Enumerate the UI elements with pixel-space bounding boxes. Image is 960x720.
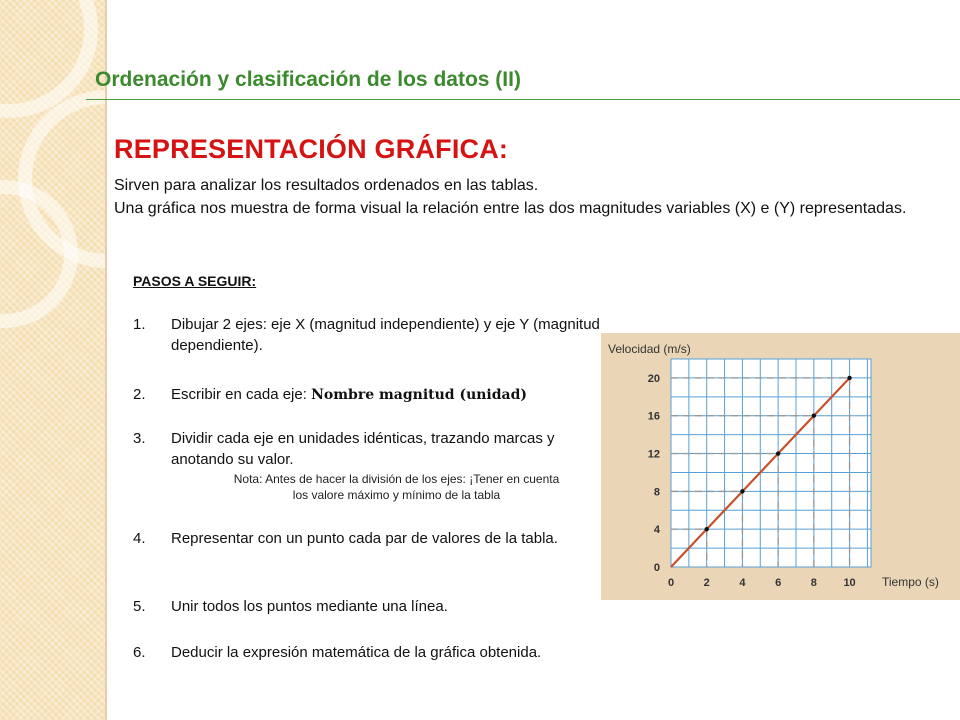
y-tick-label: 8 [653,486,660,499]
note-line-1: Nota: Antes de hacer la división de los ejes: ¡Tener en cuenta [233,472,560,486]
intro-text [114,174,940,220]
data-point [705,527,709,531]
x-tick-label: 6 [775,577,782,589]
step-text [171,384,601,406]
x-axis-label: Tiempo (s) [882,575,939,589]
step-text: Deducir la expresión matemática de la gráfica obtenida. [171,644,542,661]
y-tick-label: 0 [653,562,660,574]
step-text: Dividir cada eje en unidades idénticas, trazando marcas y anotando su valor. [171,430,555,468]
step-number: 6. [133,644,146,661]
x-tick-label: 2 [703,577,710,589]
step-text: Representar con un punto cada par de valores de la tabla. [171,530,558,547]
y-tick-label: 20 [647,372,660,385]
step-number: 4. [133,530,146,547]
intro-line-1: Sirven para analizar los resultados ordenados en las tablas. [114,177,539,194]
chart-svg [601,333,960,600]
x-tick-label: 4 [739,577,746,589]
step-text-prefix: Escribir en cada eje: [171,386,312,403]
step-text: Unir todos los puntos mediante una línea. [171,598,448,615]
x-tick-label: 0 [667,577,675,589]
step-number: 1. [133,316,146,333]
steps-heading: PASOS A SEGUIR: [133,273,257,289]
title-underline [86,99,960,100]
x-tick-label: 8 [810,577,817,589]
data-point [776,451,780,455]
step-text: Dibujar 2 ejes: eje X (magnitud independiente) y eje Y (magnitud dependiente). [171,316,600,354]
step-number: 2. [133,386,146,403]
section-title: REPRESENTACIÓN GRÁFICA: [114,134,509,164]
note-line-2: los valore máximo y mínimo de la tabla [292,488,501,502]
data-point [812,414,816,418]
y-tick-label: 16 [647,410,660,423]
data-point [740,489,744,493]
velocity-time-chart [601,333,960,600]
x-tick-label: 10 [843,577,856,589]
side-divider [105,0,107,720]
y-tick-label: 12 [647,448,660,461]
decorative-side-band [0,0,105,720]
step-number: 3. [133,430,146,447]
y-tick-label: 4 [653,524,660,537]
y-axis-label: Velocidad (m/s) [608,342,691,356]
step-text-bold: Nombre magnitud (unidad) [311,387,528,403]
intro-line-2: Una gráfica nos muestra de forma visual la relación entre las dos magnitudes variables (X) e (Y) representadas. [114,200,907,217]
data-point [847,376,851,380]
step-number: 5. [133,598,146,615]
page-title: Ordenación y clasificación de los datos (II) [95,68,521,91]
